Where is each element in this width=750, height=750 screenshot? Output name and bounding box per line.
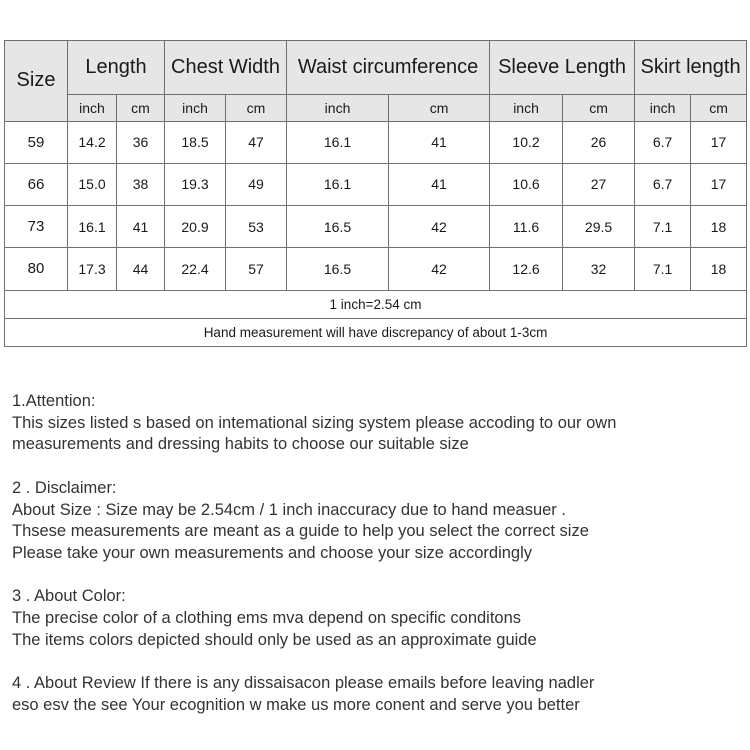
table-row: [5, 121, 747, 163]
table-cell: 53: [226, 206, 287, 248]
size-cell: 73: [5, 206, 68, 248]
table-cell: 16.5: [287, 248, 389, 290]
unit-cell: inch: [165, 95, 226, 121]
header-chest-width: Chest Width: [165, 41, 287, 95]
table-row: [5, 248, 747, 290]
header-length: Length: [68, 41, 165, 95]
table-cell: 42: [389, 248, 490, 290]
table-cell: 57: [226, 248, 287, 290]
review-note: [12, 673, 742, 716]
table-cell: 27: [563, 163, 635, 205]
table-cell: 36: [117, 121, 165, 163]
units-row: [5, 95, 747, 121]
note-line: The items colors depicted should only be used as an approximate guide: [12, 630, 537, 649]
table-cell: 42: [389, 206, 490, 248]
table-cell: 10.6: [490, 163, 563, 205]
table-cell: 18.5: [165, 121, 226, 163]
discrepancy-note: Hand measurement will have discrepancy of about 1-3cm: [5, 318, 747, 346]
table-cell: 19.3: [165, 163, 226, 205]
table-cell: 14.2: [68, 121, 117, 163]
note-line: Thsese measurements are meant as a guide to help you select the correct size: [12, 522, 589, 541]
table-cell: 41: [117, 206, 165, 248]
note-line: About Size : Size may be 2.54cm / 1 inch inaccuracy due to hand measuer .: [12, 500, 566, 519]
unit-cell: cm: [226, 95, 287, 121]
discrepancy-row: [5, 318, 747, 346]
table-cell: 17: [691, 163, 747, 205]
notes-section: [12, 391, 742, 738]
table-cell: 12.6: [490, 248, 563, 290]
color-note: [12, 586, 742, 651]
table-cell: 22.4: [165, 248, 226, 290]
unit-cell: cm: [117, 95, 165, 121]
note-line: Please take your own measurements and choose your size accordingly: [12, 543, 533, 562]
table-cell: 15.0: [68, 163, 117, 205]
table-cell: 18: [691, 248, 747, 290]
conversion-note: 1 inch=2.54 cm: [5, 290, 747, 318]
table-cell: 29.5: [563, 206, 635, 248]
table-cell: 44: [117, 248, 165, 290]
conversion-row: [5, 290, 747, 318]
table-cell: 10.2: [490, 121, 563, 163]
table-cell: 6.7: [635, 163, 691, 205]
table-cell: 47: [226, 121, 287, 163]
header-sleeve-length: Sleeve Length: [490, 41, 635, 95]
header-row: [5, 41, 747, 95]
unit-cell: inch: [68, 95, 117, 121]
table-cell: 17: [691, 121, 747, 163]
table-cell: 16.5: [287, 206, 389, 248]
unit-cell: cm: [691, 95, 747, 121]
table-cell: 11.6: [490, 206, 563, 248]
unit-cell: cm: [563, 95, 635, 121]
table-cell: 18: [691, 206, 747, 248]
table-cell: 16.1: [287, 163, 389, 205]
attention-note: [12, 391, 742, 456]
header-size: Size: [5, 41, 68, 122]
header-skirt-length: Skirt length: [635, 41, 747, 95]
unit-cell: inch: [490, 95, 563, 121]
table-cell: 7.1: [635, 206, 691, 248]
table-cell: 7.1: [635, 248, 691, 290]
table-cell: 6.7: [635, 121, 691, 163]
note-line: eso esv the see Your ecognition w make us more conent and serve you better: [12, 695, 580, 714]
unit-cell: inch: [287, 95, 389, 121]
table-cell: 17.3: [68, 248, 117, 290]
note-heading: 4 . About Review If there is any dissaisacon please emails before leaving nadler: [12, 674, 595, 693]
size-cell: 80: [5, 248, 68, 290]
note-heading: 1.Attention:: [12, 392, 96, 410]
table-cell: 20.9: [165, 206, 226, 248]
note-line: The precise color of a clothing ems mva depend on specific conditons: [12, 609, 522, 627]
note-heading: 3 . About Color:: [12, 587, 126, 606]
unit-cell: cm: [389, 95, 490, 121]
size-cell: 59: [5, 121, 68, 163]
header-waist-circumference: Waist circumference: [287, 41, 490, 95]
size-chart-table: [4, 40, 747, 347]
note-heading: 2 . Disclaimer:: [12, 478, 117, 497]
note-line: measurements and dressing habits to choose our suitable size: [12, 435, 469, 454]
table-cell: 16.1: [68, 206, 117, 248]
note-line: This sizes listed s based on intemational sizing system please accoding to our own: [12, 413, 617, 432]
table-cell: 41: [389, 121, 490, 163]
table-cell: 41: [389, 163, 490, 205]
table-row: [5, 163, 747, 205]
table-cell: 16.1: [287, 121, 389, 163]
table-cell: 32: [563, 248, 635, 290]
unit-cell: inch: [635, 95, 691, 121]
table-cell: 38: [117, 163, 165, 205]
table-row: [5, 206, 747, 248]
size-cell: 66: [5, 163, 68, 205]
table-cell: 26: [563, 121, 635, 163]
table-cell: 49: [226, 163, 287, 205]
disclaimer-note: [12, 478, 742, 565]
